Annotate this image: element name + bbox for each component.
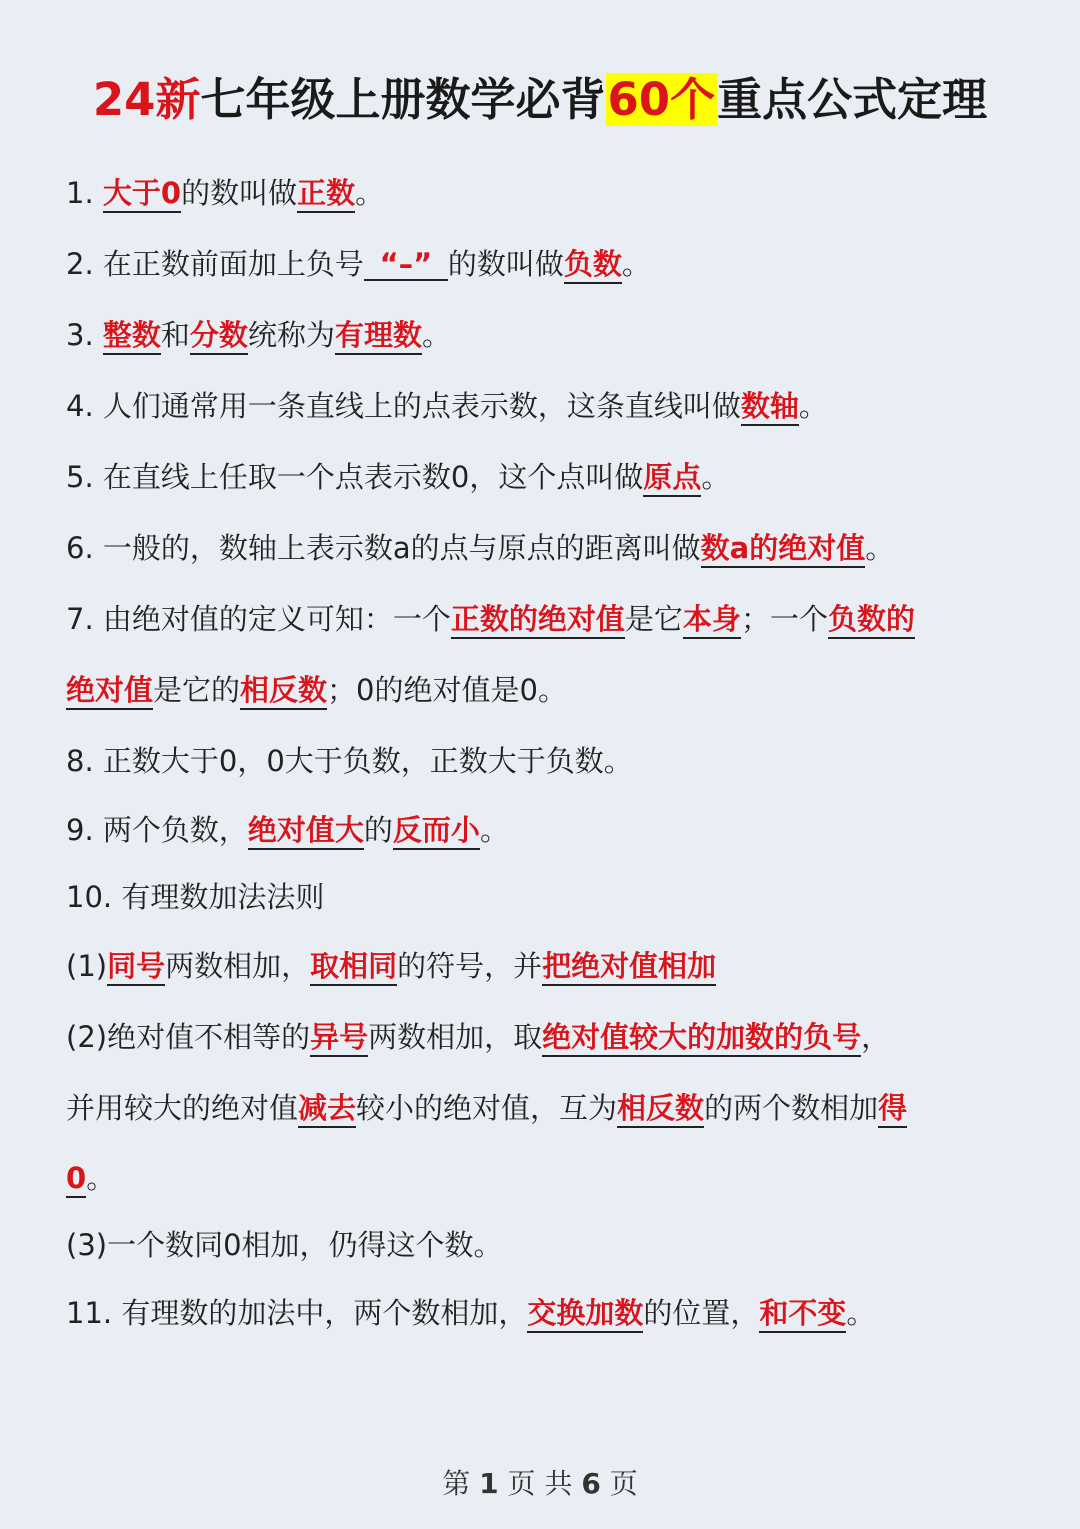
keyword: 交换加数 xyxy=(527,1296,643,1333)
text: 的数叫做 xyxy=(181,176,298,210)
text: 。 xyxy=(479,813,509,847)
text: (3)一个数同0相加，仍得这个数。 xyxy=(66,1228,503,1262)
text: 和 xyxy=(160,318,190,352)
list-item xyxy=(66,371,1026,442)
text: 的符号，并 xyxy=(397,949,543,983)
title-year: 24新 xyxy=(92,73,201,126)
fill-blank: “–” xyxy=(364,249,448,281)
keyword: 异号 xyxy=(310,1020,368,1057)
list-item xyxy=(66,863,1026,931)
text: 。 xyxy=(846,1296,876,1330)
text: 3. xyxy=(66,318,103,352)
text: 较小的绝对值，互为 xyxy=(356,1091,618,1125)
list-item xyxy=(66,158,1026,229)
page-footer xyxy=(0,1462,1080,1502)
text: 。 xyxy=(421,318,451,352)
keyword: 绝对值较大的加数的负号 xyxy=(542,1020,861,1057)
text: 5. 在直线上任取一个点表示数0，这个点叫做 xyxy=(66,460,644,494)
page-total: 6 xyxy=(581,1467,601,1500)
text: 的位置， xyxy=(643,1296,760,1330)
text: 并用较大的绝对值 xyxy=(66,1091,299,1125)
text: (2)绝对值不相等的 xyxy=(66,1020,311,1054)
text: 。 xyxy=(355,176,385,210)
list-item xyxy=(66,513,1026,584)
list-item xyxy=(66,1144,1026,1212)
keyword: 相反数 xyxy=(617,1091,704,1128)
text: 8. 正数大于0，0大于负数，正数大于负数。 xyxy=(66,744,633,778)
keyword: 取相同 xyxy=(310,949,397,986)
list-item xyxy=(66,300,1026,371)
text: 1. xyxy=(66,176,103,210)
text: 7. 由绝对值的定义可知：一个 xyxy=(66,602,451,636)
text: 的两个数相加 xyxy=(704,1091,879,1125)
list-item xyxy=(66,1073,1026,1144)
keyword: 绝对值 xyxy=(66,673,153,710)
text: 6. 一般的，数轴上表示数a的点与原点的距离叫做 xyxy=(66,531,701,565)
keyword: 绝对值大 xyxy=(248,813,364,850)
keyword: 得 xyxy=(878,1091,907,1128)
text: ；0的绝对值是0。 xyxy=(327,673,567,707)
list-item xyxy=(66,229,1026,300)
footer-text: 页 共 xyxy=(507,1467,573,1500)
text: 。 xyxy=(865,531,895,565)
text: 10. 有理数加法法则 xyxy=(66,880,325,914)
text: ；一个 xyxy=(740,602,828,636)
keyword: 和不变 xyxy=(759,1296,846,1333)
title-highlight: 60个 xyxy=(607,73,716,126)
list-item xyxy=(66,1002,1026,1073)
keyword: 分数 xyxy=(190,318,248,355)
page-number: 1 xyxy=(479,1467,499,1500)
list-item xyxy=(66,584,1026,655)
keyword: 大于0 xyxy=(103,176,181,213)
list-item xyxy=(66,442,1026,513)
text: 9. 两个负数， xyxy=(66,813,248,847)
keyword: 原点 xyxy=(643,460,701,497)
text: 。 xyxy=(798,389,828,423)
keyword: 减去 xyxy=(298,1091,356,1128)
text: 两数相加， xyxy=(165,949,311,983)
text: 。 xyxy=(701,460,731,494)
list-item xyxy=(66,1278,1026,1349)
list-item xyxy=(66,726,1026,797)
keyword: 反而小 xyxy=(393,813,480,850)
text: 是它 xyxy=(624,602,683,636)
text: 是它的 xyxy=(153,673,241,707)
keyword: 负数的 xyxy=(828,602,915,639)
keyword: 负数 xyxy=(564,247,622,284)
formula-list xyxy=(66,158,1026,1349)
title-main: 七年级上册数学必背 xyxy=(200,73,606,126)
text: (1) xyxy=(66,949,108,983)
list-item xyxy=(66,797,1026,863)
page-title xyxy=(0,68,1080,132)
text: 两数相加，取 xyxy=(368,1020,543,1054)
text: 统称为 xyxy=(247,318,335,352)
list-item xyxy=(66,931,1026,1002)
text: 11. 有理数的加法中，两个数相加， xyxy=(66,1296,528,1330)
list-item xyxy=(66,655,1026,726)
keyword: 0 xyxy=(66,1161,86,1198)
text: ， xyxy=(861,1020,891,1054)
keyword: 正数的绝对值 xyxy=(451,602,625,639)
keyword: 同号 xyxy=(107,949,165,986)
keyword: 相反数 xyxy=(240,673,327,710)
text: 的 xyxy=(363,813,393,847)
keyword: 数a的绝对值 xyxy=(701,531,866,568)
keyword: 正数 xyxy=(297,176,355,213)
text: 4. 人们通常用一条直线上的点表示数，这条直线叫做 xyxy=(66,389,741,423)
footer-text: 第 xyxy=(442,1467,471,1500)
title-tail: 重点公式定理 xyxy=(717,73,988,126)
text: 的数叫做 xyxy=(447,247,564,281)
text: 。 xyxy=(621,247,651,281)
keyword: 整数 xyxy=(103,318,161,355)
keyword: 本身 xyxy=(683,602,741,639)
list-item xyxy=(66,1212,1026,1278)
text: 2. 在正数前面加上负号 xyxy=(66,247,364,281)
keyword: 把绝对值相加 xyxy=(542,949,716,986)
keyword: 数轴 xyxy=(741,389,799,426)
footer-text: 页 xyxy=(609,1467,638,1500)
keyword: 有理数 xyxy=(335,318,422,355)
text: 。 xyxy=(86,1161,116,1195)
